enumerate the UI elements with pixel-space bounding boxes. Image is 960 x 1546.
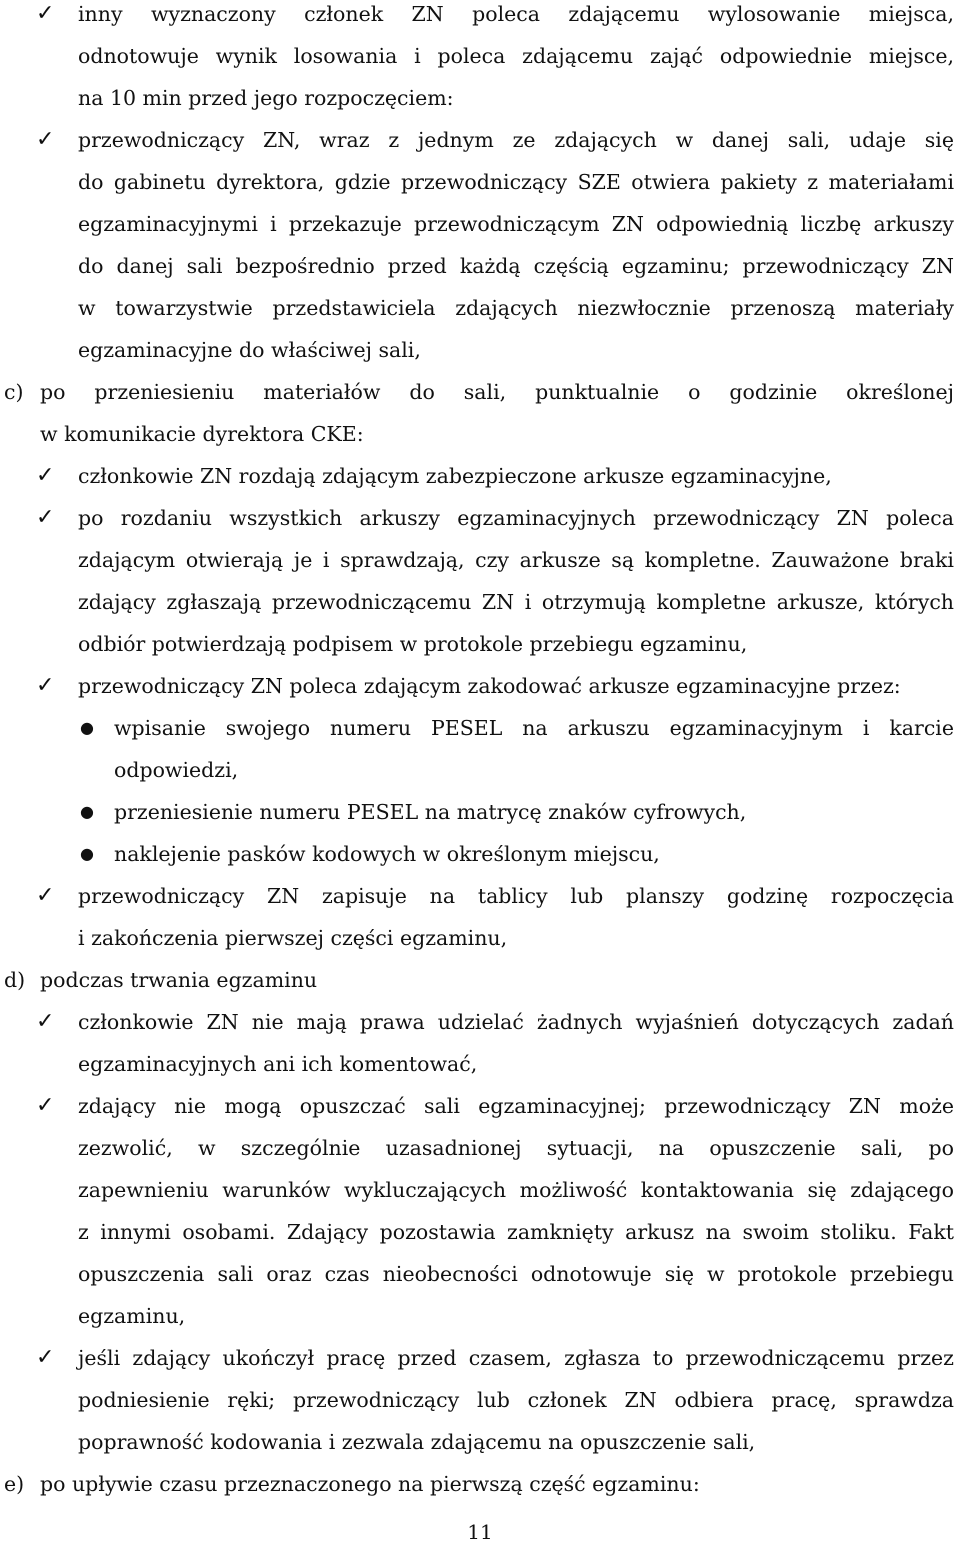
- text-line: jeśli zdający ukończył pracę przed czasem, zgłasza to przewodniczącemu przez: [78, 1346, 954, 1370]
- text-line: naklejenie pasków kodowych w określonym miejscu,: [114, 842, 660, 866]
- text-line: zdający nie mogą opuszczać sali egzaminacyjnej; przewodniczący ZN może: [78, 1094, 954, 1118]
- checkmark-icon: ✓: [36, 1, 55, 26]
- text-line: odpowiedzi,: [114, 758, 239, 782]
- text-line: egzaminacyjnymi i przekazuje przewodniczącym ZN odpowiednią liczbę arkuszy: [78, 212, 954, 236]
- text-line: inny wyznaczony członek ZN poleca zdającemu wylosowanie miejsca,: [78, 2, 954, 26]
- text-line: poprawność kodowania i zezwala zdającemu na opuszczenie sali,: [78, 1430, 756, 1454]
- text-line: członkowie ZN nie mają prawa udzielać żadnych wyjaśnień dotyczących zadań: [78, 1010, 954, 1034]
- text-line: po przeniesieniu materiałów do sali, punktualnie o godzinie określonej: [40, 380, 954, 404]
- checkmark-icon: ✓: [36, 673, 55, 698]
- text-line: w towarzystwie przedstawiciela zdających niezwłocznie przenoszą materiały: [78, 296, 954, 320]
- text-line: członkowie ZN rozdają zdającym zabezpieczone arkusze egzaminacyjne,: [78, 464, 832, 488]
- text-line: przewodniczący ZN, wraz z jednym ze zdających w danej sali, udaje się: [78, 128, 954, 152]
- text-line: odbiór potwierdzają podpisem w protokole przebiegu egzaminu,: [78, 632, 748, 656]
- text-line: przewodniczący ZN poleca zdającym zakodować arkusze egzaminacyjne przez:: [78, 674, 901, 698]
- text-line: podniesienie ręki; przewodniczący lub członek ZN odbiera pracę, sprawdza: [78, 1388, 954, 1412]
- text-line: egzaminu,: [78, 1304, 186, 1328]
- text-line: wpisanie swojego numeru PESEL na arkuszu egzaminacyjnym i karcie: [114, 716, 954, 740]
- text-line: zdający zgłaszają przewodniczącemu ZN i otrzymują kompletne arkusze, których: [78, 590, 954, 614]
- text-line: przeniesienie numeru PESEL na matrycę znaków cyfrowych,: [114, 800, 747, 824]
- checkmark-icon: ✓: [36, 1093, 55, 1118]
- text-line: do danej sali bezpośrednio przed każdą częścią egzaminu; przewodniczący ZN: [78, 254, 954, 278]
- checkmark-icon: ✓: [36, 883, 55, 908]
- text-line: zezwolić, w szczególnie uzasadnionej sytuacji, na opuszczenie sali, po: [78, 1136, 954, 1160]
- text-line: zapewnieniu warunków wykluczających możliwość kontaktowania się zdającego: [78, 1178, 954, 1202]
- text-line: zdającym otwierają je i sprawdzają, czy arkusze są kompletne. Zauważone braki: [78, 548, 954, 572]
- text-line: egzaminacyjne do właściwej sali,: [78, 338, 421, 362]
- text-line: przewodniczący ZN zapisuje na tablicy lub planszy godzinę rozpoczęcia: [78, 884, 954, 908]
- text-line: i zakończenia pierwszej części egzaminu,: [78, 926, 508, 950]
- text-line: egzaminacyjnych ani ich komentować,: [78, 1052, 478, 1076]
- checkmark-icon: ✓: [36, 1009, 55, 1034]
- text-line: podczas trwania egzaminu: [40, 968, 318, 992]
- list-letter: e): [4, 1472, 25, 1496]
- checkmark-icon: ✓: [36, 127, 55, 152]
- list-letter: d): [4, 968, 26, 992]
- page-number: 11: [467, 1520, 493, 1544]
- text-line: po rozdaniu wszystkich arkuszy egzaminacyjnych przewodniczący ZN poleca: [78, 506, 954, 530]
- text-line: w komunikacie dyrektora CKE:: [40, 422, 364, 446]
- text-line: na 10 min przed jego rozpoczęciem:: [78, 86, 454, 110]
- list-letter: c): [4, 380, 24, 404]
- text-line: z innymi osobami. Zdający pozostawia zamknięty arkusz na swoim stoliku. Fakt: [78, 1220, 954, 1244]
- text-line: do gabinetu dyrektora, gdzie przewodniczący SZE otwiera pakiety z materiałami: [78, 170, 954, 194]
- bullet-icon: ●: [80, 718, 94, 737]
- text-line: po upływie czasu przeznaczonego na pierwszą część egzaminu:: [40, 1472, 700, 1496]
- bullet-icon: ●: [80, 802, 94, 821]
- text-line: odnotowuje wynik losowania i poleca zdającemu zająć odpowiednie miejsce,: [78, 44, 954, 68]
- text-line: opuszczenia sali oraz czas nieobecności odnotowuje się w protokole przebiegu: [78, 1262, 954, 1286]
- bullet-icon: ●: [80, 844, 94, 863]
- checkmark-icon: ✓: [36, 505, 55, 530]
- checkmark-icon: ✓: [36, 463, 55, 488]
- checkmark-icon: ✓: [36, 1345, 55, 1370]
